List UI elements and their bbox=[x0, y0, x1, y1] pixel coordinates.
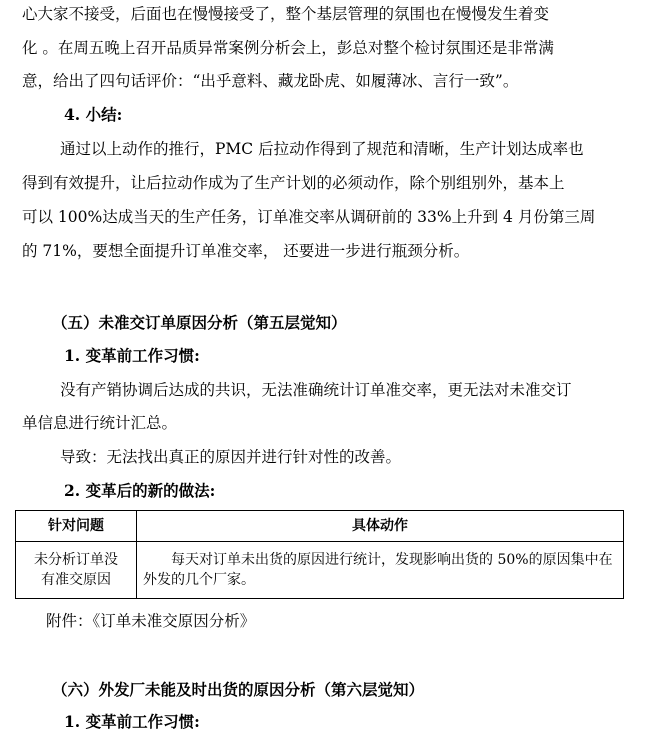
table-row bbox=[16, 542, 624, 599]
paragraph-line: 化 。在周五晚上召开品质异常案例分析会上，彭总对整个检讨氛围还是非常满 bbox=[22, 39, 554, 57]
table-cell-action bbox=[137, 542, 624, 599]
table-header-issue: 针对问题 bbox=[16, 511, 137, 542]
subheading-summary: 4. 小结: bbox=[64, 105, 123, 124]
paragraph-line: 的 71%，要想全面提升订单准交率， 还要进一步进行瓶颈分析。 bbox=[22, 242, 470, 260]
table-header-action: 具体动作 bbox=[137, 511, 624, 542]
paragraph-line: 通过以上动作的推行，PMC 后拉动作得到了规范和清晰，生产计划达成率也 bbox=[60, 140, 584, 158]
paragraph-line: 可以 100%达成当天的生产任务，订单准交率从调研前的 33%上升到 4 月份第三周 bbox=[22, 208, 596, 226]
table-header-row bbox=[16, 511, 624, 542]
table-cell-issue bbox=[16, 542, 137, 599]
issue-line: 有准交原因 bbox=[41, 572, 111, 588]
action-text: 每天对订单未出货的原因进行统计，发现影响出货的 50%的原因集中在外发的几个厂家。 bbox=[143, 552, 613, 588]
subheading-before-2: 1. 变革前工作习惯: bbox=[64, 712, 200, 731]
subheading-after: 2. 变革后的新的做法: bbox=[64, 481, 216, 500]
paragraph-line: 导致：无法找出真正的原因并进行针对性的改善。 bbox=[60, 448, 402, 466]
section-heading-5: （五）未准交订单原因分析（第五层觉知） bbox=[52, 313, 347, 332]
attachment-note: 附件：《订单未准交原因分析》 bbox=[46, 612, 256, 630]
paragraph-line: 意，给出了四句话评价：“出乎意料、藏龙卧虎、如履薄冰、言行一致”。 bbox=[22, 72, 519, 90]
section-heading-6: （六）外发厂未能及时出货的原因分析（第六层觉知） bbox=[52, 680, 425, 699]
paragraph-line: 没有产销协调后达成的共识，无法准确统计订单准交率，更无法对未准交订 bbox=[60, 381, 572, 399]
paragraph-line: 得到有效提升，让后拉动作成为了生产计划的必须动作，除个别组别外，基本上 bbox=[22, 174, 565, 192]
action-table bbox=[15, 510, 624, 599]
issue-line: 未分析订单没 bbox=[34, 552, 118, 568]
paragraph-line: 心大家不接受，后面也在慢慢接受了，整个基层管理的氛围也在慢慢发生着变 bbox=[22, 5, 550, 23]
subheading-before: 1. 变革前工作习惯: bbox=[64, 346, 200, 365]
paragraph-line: 单信息进行统计汇总。 bbox=[22, 414, 178, 432]
